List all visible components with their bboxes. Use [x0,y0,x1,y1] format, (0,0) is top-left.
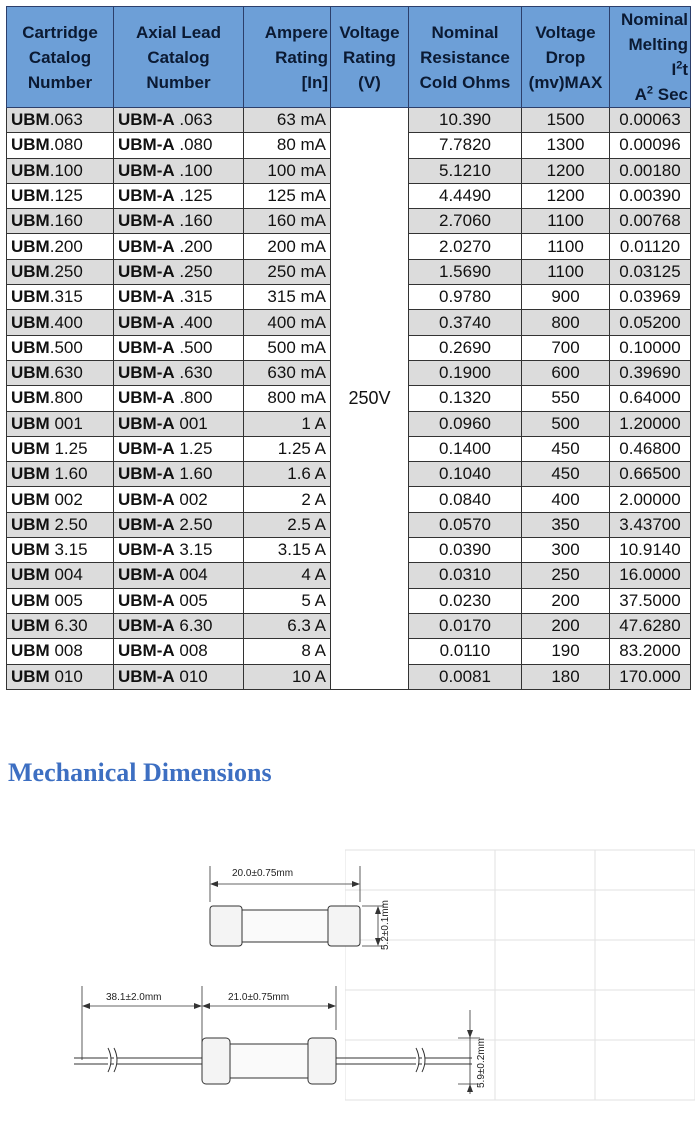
ampere-rating-cell: 10 A [244,664,331,689]
axial-catalog-cell: UBM-A 005 [114,588,244,613]
axial-diameter-label: 5.9±0.2mm [476,1038,487,1088]
cartridge-catalog-cell: UBM.250 [7,259,114,284]
resistance-cell: 0.0570 [409,512,522,537]
resistance-cell: 0.1400 [409,436,522,461]
melting-value-cell: 0.46800 [610,436,691,461]
voltage-drop-cell: 200 [522,588,610,613]
ampere-rating-cell: 160 mA [244,209,331,234]
voltage-rating-cell: 250V [331,108,409,690]
resistance-cell: 0.9780 [409,285,522,310]
axial-catalog-cell: UBM-A .315 [114,285,244,310]
resistance-cell: 0.0081 [409,664,522,689]
cartridge-catalog-cell: UBM.125 [7,183,114,208]
cartridge-catalog-cell: UBM 008 [7,639,114,664]
axial-catalog-cell: UBM-A 008 [114,639,244,664]
ampere-rating-cell: 63 mA [244,108,331,133]
axial-catalog-cell: UBM-A .125 [114,183,244,208]
cartridge-catalog-cell: UBM.315 [7,285,114,310]
axial-catalog-cell: UBM-A .500 [114,335,244,360]
ampere-rating-cell: 400 mA [244,310,331,335]
melting-value-cell: 1.20000 [610,411,691,436]
axial-catalog-cell: UBM-A .100 [114,158,244,183]
ampere-rating-cell: 6.3 A [244,613,331,638]
cartridge-catalog-cell: UBM 1.60 [7,462,114,487]
melting-value-cell: 0.00063 [610,108,691,133]
axial-catalog-cell: UBM-A 001 [114,411,244,436]
axial-catalog-cell: UBM-A 004 [114,563,244,588]
ampere-rating-cell: 500 mA [244,335,331,360]
melting-value-cell: 170.000 [610,664,691,689]
melting-value-cell: 0.00390 [610,183,691,208]
ampere-rating-cell: 1 A [244,411,331,436]
voltage-drop-cell: 550 [522,386,610,411]
ampere-rating-cell: 200 mA [244,234,331,259]
melting-value-cell: 0.66500 [610,462,691,487]
voltage-drop-cell: 190 [522,639,610,664]
melting-value-cell: 47.6280 [610,613,691,638]
melting-value-cell: 0.00180 [610,158,691,183]
cartridge-catalog-cell: UBM 1.25 [7,436,114,461]
cartridge-catalog-cell: UBM.200 [7,234,114,259]
melting-value-cell: 0.00768 [610,209,691,234]
voltage-drop-cell: 1500 [522,108,610,133]
cartridge-catalog-cell: UBM 2.50 [7,512,114,537]
spec-rows [7,108,691,690]
cartridge-catalog-cell: UBM.400 [7,310,114,335]
voltage-drop-cell: 1200 [522,183,610,208]
resistance-cell: 4.4490 [409,183,522,208]
ampere-rating-cell: 100 mA [244,158,331,183]
cartridge-catalog-cell: UBM.500 [7,335,114,360]
axial-catalog-cell: UBM-A 002 [114,487,244,512]
axial-catalog-cell: UBM-A 1.25 [114,436,244,461]
melting-value-cell: 2.00000 [610,487,691,512]
axial-catalog-cell: UBM-A .250 [114,259,244,284]
voltage-drop-cell: 400 [522,487,610,512]
table-row [7,108,691,133]
voltage-drop-cell: 800 [522,310,610,335]
resistance-cell: 0.0310 [409,563,522,588]
resistance-cell: 1.5690 [409,259,522,284]
cartridge-catalog-cell: UBM.630 [7,360,114,385]
cartridge-catalog-cell: UBM.080 [7,133,114,158]
header-voltage-rating: Voltage Rating (V) [331,7,409,108]
melting-value-cell: 37.5000 [610,588,691,613]
axial-catalog-cell: UBM-A 2.50 [114,512,244,537]
melting-value-cell: 0.39690 [610,360,691,385]
mechanical-drawing [60,860,490,1100]
voltage-drop-cell: 500 [522,411,610,436]
voltage-drop-cell: 1200 [522,158,610,183]
ampere-rating-cell: 4 A [244,563,331,588]
ampere-rating-cell: 5 A [244,588,331,613]
axial-catalog-cell: UBM-A .800 [114,386,244,411]
resistance-cell: 0.0170 [409,613,522,638]
cartridge-catalog-cell: UBM 001 [7,411,114,436]
axial-catalog-cell: UBM-A .200 [114,234,244,259]
voltage-drop-cell: 450 [522,436,610,461]
header-row [7,7,691,108]
resistance-cell: 0.0230 [409,588,522,613]
melting-value-cell: 0.01120 [610,234,691,259]
voltage-drop-cell: 1300 [522,133,610,158]
cartridge-catalog-cell: UBM.800 [7,386,114,411]
axial-catalog-cell: UBM-A .630 [114,360,244,385]
voltage-drop-cell: 600 [522,360,610,385]
cartridge-diameter-label: 5.2±0.1mm [380,900,391,950]
axial-body-length-label: 21.0±0.75mm [228,992,290,1003]
cartridge-fuse-drawing [210,866,391,950]
cartridge-catalog-cell: UBM.063 [7,108,114,133]
ampere-rating-cell: 2 A [244,487,331,512]
ampere-rating-cell: 250 mA [244,259,331,284]
axial-catalog-cell: UBM-A 3.15 [114,538,244,563]
axial-fuse-drawing [74,986,487,1094]
resistance-cell: 5.1210 [409,158,522,183]
cartridge-catalog-cell: UBM 3.15 [7,538,114,563]
voltage-drop-cell: 1100 [522,234,610,259]
melting-value-cell: 0.05200 [610,310,691,335]
melting-value-cell: 3.43700 [610,512,691,537]
voltage-drop-cell: 300 [522,538,610,563]
voltage-drop-cell: 700 [522,335,610,360]
resistance-cell: 0.0390 [409,538,522,563]
ampere-rating-cell: 800 mA [244,386,331,411]
mechanical-dimensions-title: Mechanical Dimensions [8,758,272,787]
resistance-cell: 2.0270 [409,234,522,259]
ampere-rating-cell: 315 mA [244,285,331,310]
axial-catalog-cell: UBM-A 6.30 [114,613,244,638]
axial-catalog-cell: UBM-A .160 [114,209,244,234]
fuse-specs-table [6,6,691,690]
ampere-rating-cell: 2.5 A [244,512,331,537]
melting-value-cell: 83.2000 [610,639,691,664]
resistance-cell: 0.1040 [409,462,522,487]
resistance-cell: 0.0110 [409,639,522,664]
resistance-cell: 7.7820 [409,133,522,158]
voltage-drop-cell: 450 [522,462,610,487]
cartridge-catalog-cell: UBM 005 [7,588,114,613]
melting-value-cell: 0.10000 [610,335,691,360]
resistance-cell: 0.1900 [409,360,522,385]
melting-value-cell: 10.9140 [610,538,691,563]
melting-value-cell: 0.03969 [610,285,691,310]
voltage-drop-cell: 1100 [522,259,610,284]
resistance-cell: 0.0960 [409,411,522,436]
voltage-drop-cell: 1100 [522,209,610,234]
resistance-cell: 10.390 [409,108,522,133]
ampere-rating-cell: 125 mA [244,183,331,208]
melting-value-cell: 0.64000 [610,386,691,411]
voltage-drop-cell: 250 [522,563,610,588]
resistance-cell: 0.3740 [409,310,522,335]
melting-value-cell: 16.0000 [610,563,691,588]
cartridge-catalog-cell: UBM 002 [7,487,114,512]
voltage-drop-cell: 900 [522,285,610,310]
header-axial-catalog: Axial Lead Catalog Number [114,7,244,108]
header-cartridge-catalog: Cartridge Catalog Number [7,7,114,108]
resistance-cell: 2.7060 [409,209,522,234]
ampere-rating-cell: 80 mA [244,133,331,158]
cartridge-catalog-cell: UBM 010 [7,664,114,689]
header-nominal-resistance: Nominal Resistance Cold Ohms [409,7,522,108]
lead-length-label: 38.1±2.0mm [106,992,162,1003]
resistance-cell: 0.2690 [409,335,522,360]
resistance-cell: 0.1320 [409,386,522,411]
header-ampere-rating: Ampere Rating [In] [244,7,331,108]
voltage-drop-cell: 350 [522,512,610,537]
ampere-rating-cell: 3.15 A [244,538,331,563]
cartridge-catalog-cell: UBM.100 [7,158,114,183]
ampere-rating-cell: 1.25 A [244,436,331,461]
cartridge-catalog-cell: UBM 6.30 [7,613,114,638]
ampere-rating-cell: 8 A [244,639,331,664]
melting-value-cell: 0.00096 [610,133,691,158]
cartridge-catalog-cell: UBM 004 [7,563,114,588]
cartridge-length-label: 20.0±0.75mm [232,868,294,879]
melting-value-cell: 0.03125 [610,259,691,284]
axial-catalog-cell: UBM-A 1.60 [114,462,244,487]
voltage-drop-cell: 200 [522,613,610,638]
resistance-cell: 0.0840 [409,487,522,512]
header-nominal-melting: Nominal Melting $I^2t$ $A^2$ Sec [610,7,691,108]
axial-catalog-cell: UBM-A .400 [114,310,244,335]
axial-catalog-cell: UBM-A .063 [114,108,244,133]
axial-catalog-cell: UBM-A 010 [114,664,244,689]
ampere-rating-cell: 1.6 A [244,462,331,487]
voltage-drop-cell: 180 [522,664,610,689]
header-voltage-drop: Voltage Drop (mv)MAX [522,7,610,108]
ampere-rating-cell: 630 mA [244,360,331,385]
cartridge-catalog-cell: UBM.160 [7,209,114,234]
axial-catalog-cell: UBM-A .080 [114,133,244,158]
